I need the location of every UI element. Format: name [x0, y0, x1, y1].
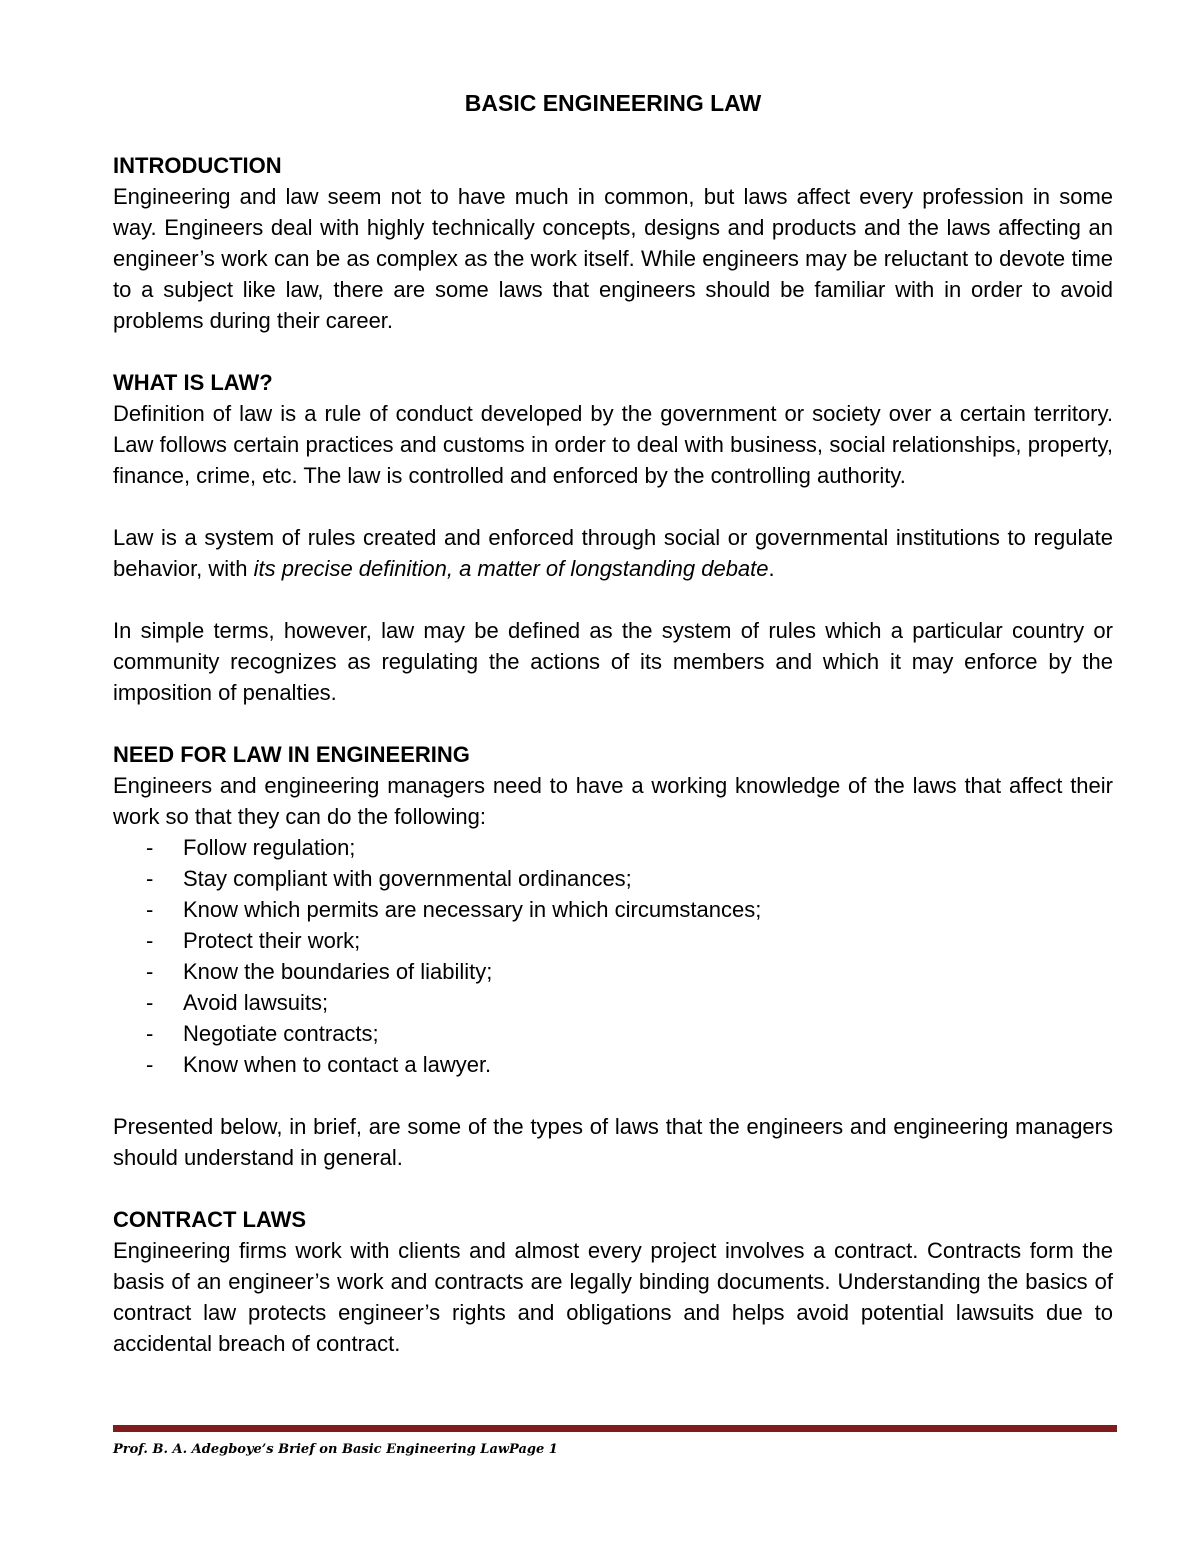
bullet-dash: -: [146, 897, 154, 922]
document-page: [113, 88, 1113, 1359]
spacer: [113, 708, 1113, 739]
list-item: [113, 956, 1113, 987]
footer-rule: [113, 1425, 1117, 1432]
bullet-dash: -: [146, 1052, 154, 1077]
list-item: [113, 832, 1113, 863]
list-item-text: Stay compliant with governmental ordinances;: [183, 866, 632, 891]
bullet-dash: -: [146, 1021, 154, 1046]
bullet-dash: -: [146, 959, 154, 984]
contract-paragraph: Engineering firms work with clients and almost every project involves a contract. Contracts form the basis of an engineer’s work and contracts are legally binding documents. Understanding the basics of contract law protects engineer’s rights and obligations and helps avoid potential lawsuits due to accidental breach of contract.: [113, 1238, 1113, 1356]
list-item-text: Know which permits are necessary in which circumstances;: [183, 897, 762, 922]
list-item: [113, 1018, 1113, 1049]
law-system-end: .: [768, 556, 775, 581]
list-item-text: Follow regulation;: [183, 835, 356, 860]
bullet-dash: -: [146, 928, 154, 953]
need-list: [113, 832, 1113, 1080]
law-system-italic-text: its precise definition, a matter of longstanding debate: [253, 556, 769, 581]
bullet-dash: -: [146, 866, 154, 891]
law-simple-terms-paragraph: In simple terms, however, law may be defined as the system of rules which a particular country or community recognizes as regulating the actions of its members and which it may enforce by the imposition of penalties.: [113, 618, 1113, 705]
law-definition-paragraph: Definition of law is a rule of conduct developed by the government or society over a certain territory. Law follows certain practices and customs in order to deal with business, social relationships, property, finance, crime, etc. The law is controlled and enforced by the controlling authority.: [113, 401, 1113, 488]
spacer: [113, 1080, 1113, 1111]
list-item: [113, 1049, 1113, 1080]
list-item-text: Know the boundaries of liability;: [183, 959, 493, 984]
law-system-text: Law is a system of rules created and enforced through social or governmental institutions to regulate behavior, with: [113, 525, 1113, 581]
spacer: [113, 584, 1113, 615]
list-item-text: Avoid lawsuits;: [183, 990, 329, 1015]
heading-contract-laws: CONTRACT LAWS: [113, 1207, 307, 1232]
bullet-dash: -: [146, 835, 154, 860]
list-item-text: Protect their work;: [183, 928, 361, 953]
law-system-paragraph: [113, 522, 1113, 584]
list-item-text: Know when to contact a lawyer.: [183, 1052, 492, 1077]
need-outro-paragraph: Presented below, in brief, are some of the types of laws that the engineers and engineering managers should understand in general.: [113, 1114, 1113, 1170]
spacer: [113, 1173, 1113, 1204]
need-intro-paragraph: Engineers and engineering managers need to have a working knowledge of the laws that affect their work so that they can do the following:: [113, 773, 1113, 829]
introduction-paragraph: Engineering and law seem not to have much in common, but laws affect every profession in some way. Engineers deal with highly technically concepts, designs and products and the laws affecting an engineer’s work can be as complex as the work itself. While engineers may be reluctant to devote time to a subject like law, there are some laws that engineers should be familiar with in order to avoid problems during their career.: [113, 184, 1113, 333]
heading-introduction: INTRODUCTION: [113, 153, 282, 178]
list-item: [113, 894, 1113, 925]
heading-what-is-law: WHAT IS LAW?: [113, 370, 273, 395]
document-title: BASIC ENGINEERING LAW: [464, 90, 762, 116]
heading-need-for-law: NEED FOR LAW IN ENGINEERING: [113, 742, 470, 767]
list-item: [113, 987, 1113, 1018]
bullet-dash: -: [146, 990, 154, 1015]
list-item-text: Negotiate contracts;: [183, 1021, 379, 1046]
spacer: [113, 336, 1113, 367]
page-footer: Prof. B. A. Adegboye’s Brief on Basic Engineering LawPage 1: [113, 1442, 558, 1457]
list-item: [113, 925, 1113, 956]
spacer: [113, 491, 1113, 522]
list-item: [113, 863, 1113, 894]
